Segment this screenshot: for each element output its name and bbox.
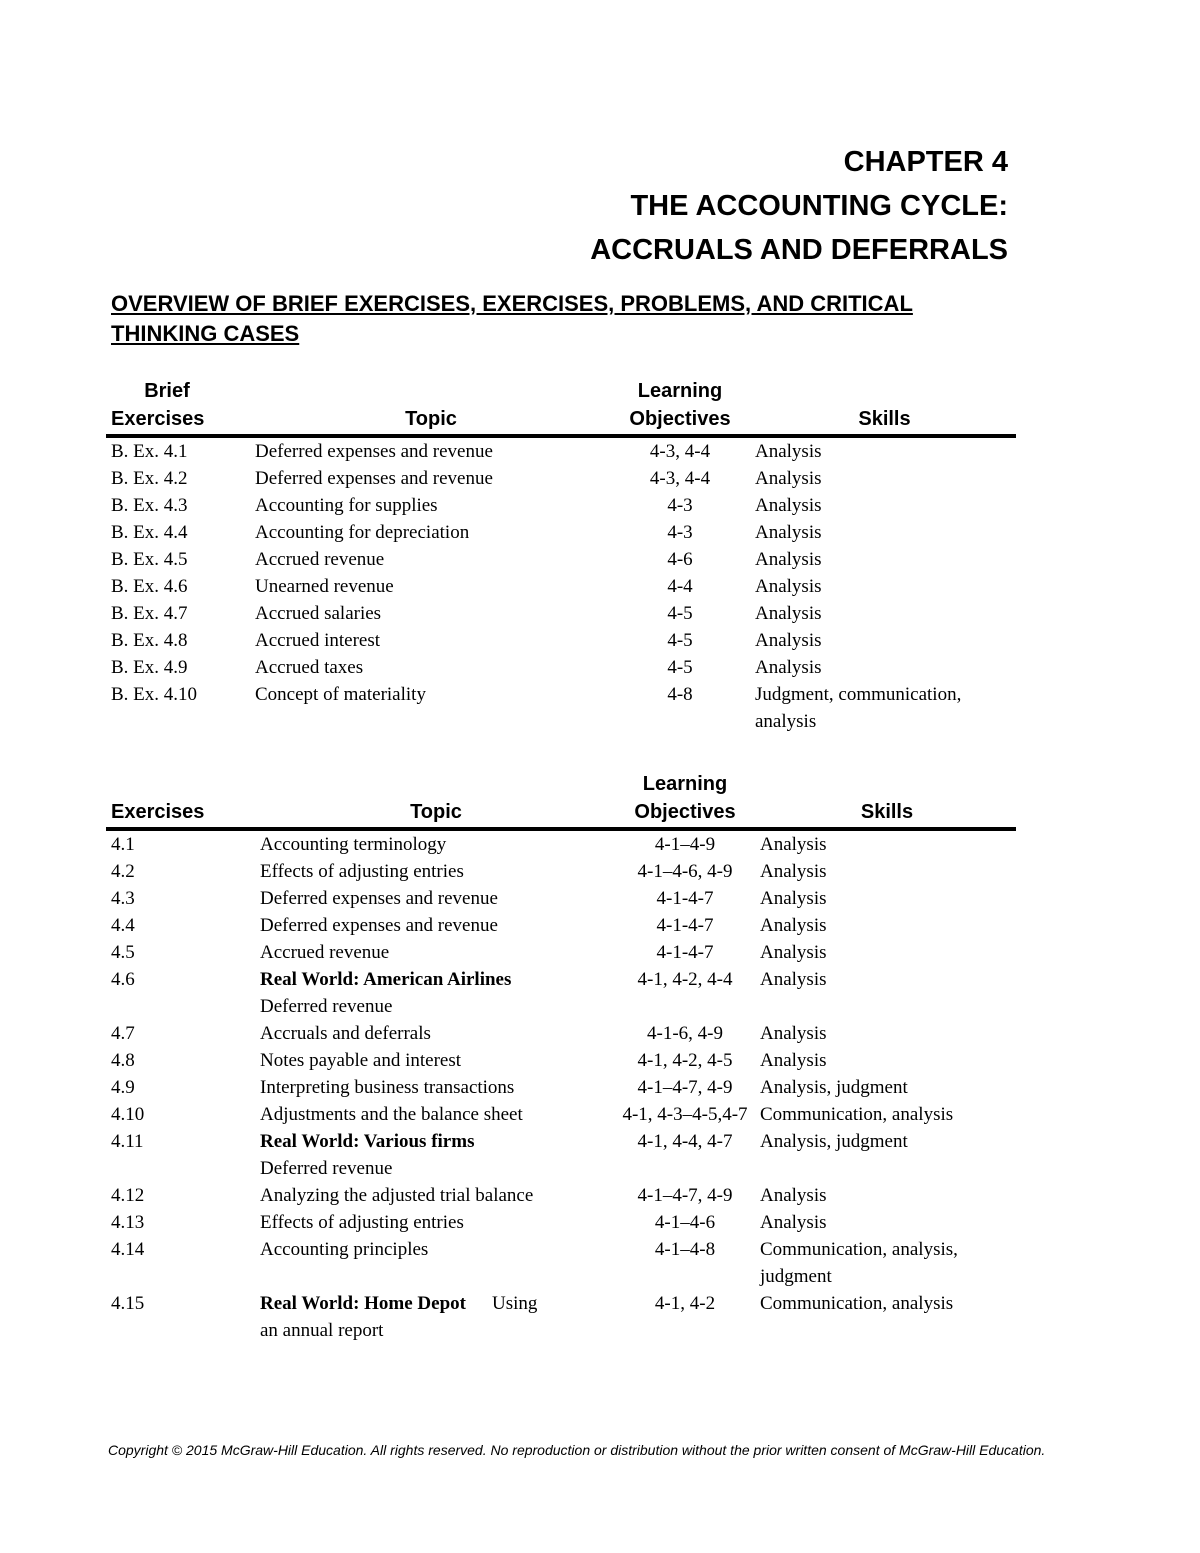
objectives-cell [607,600,753,627]
column-header-exercises [106,377,255,436]
topic-cell [260,1128,612,1182]
table-row [106,1074,1016,1101]
topic-text: Effects of adjusting entries [260,1212,464,1233]
chapter-number: CHAPTER 4 [843,146,1008,178]
topic-text: Interpreting business transactions [260,1077,515,1098]
topic-cell [255,436,607,465]
exercise-id-cell [106,1047,260,1074]
topic-text: Accruals and deferrals [260,1023,431,1044]
exercise-id-cell [106,912,260,939]
table-row [106,966,1016,1020]
table-header-row [106,377,1016,436]
topic-text: Effects of adjusting entries [260,861,464,882]
objectives-text: 4-4 [667,576,693,597]
topic-text: Concept of materiality [255,684,426,705]
skills-text: Analysis [760,861,827,882]
objectives-text: 4-1, 4-4, 4-7 [637,1131,733,1152]
table-row [106,546,1016,573]
topic-text-line2: an annual report [260,1320,384,1341]
exercise-id: 4.3 [111,888,135,909]
exercise-id: B. Ex. 4.9 [111,657,188,678]
table-row [106,939,1016,966]
copyright-footer: Copyright © 2015 McGraw-Hill Education. All rights reserved. No reproduction or distribution without the prior written consent of McGraw-Hill Education. [108,1442,1046,1458]
table-row [106,1101,1016,1128]
table-row [106,436,1016,465]
exercise-id-cell [106,627,255,654]
objectives-text: 4-5 [667,603,693,624]
exercise-id-cell [106,573,255,600]
skills-cell [753,492,1016,519]
objectives-cell [612,939,758,966]
objectives-cell [607,627,753,654]
topic-cell [255,465,607,492]
skills-cell [758,966,1016,1020]
exercise-id: 4.15 [111,1293,145,1314]
header-text: Objectives [634,801,736,823]
table-row [106,1020,1016,1047]
objectives-text: 4-1, 4-2 [654,1293,716,1314]
topic-cell [255,681,607,735]
exercise-id-cell [106,1020,260,1047]
topic-text: Accounting for supplies [255,495,438,516]
objectives-text: 4-1-4-7 [656,942,714,963]
skills-text: Judgment, communication, [755,684,962,705]
table-row [106,1047,1016,1074]
objectives-text: 4-1–4-6 [654,1212,716,1233]
exercise-id: 4.2 [111,861,135,882]
objectives-text-line2: 4-7 [722,1104,748,1125]
topic-cell [260,966,612,1020]
exercise-id: B. Ex. 4.6 [111,576,188,597]
objectives-cell [607,492,753,519]
skills-text: Communication, analysis [760,1104,954,1125]
objectives-cell [607,573,753,600]
overview-heading: OVERVIEW OF BRIEF EXERCISES, EXERCISES, PROBLEMS, AND CRITICAL THINKING CASES [111,291,913,346]
skills-text: Analysis [760,915,827,936]
exercise-id-cell [106,681,255,735]
objectives-text: 4-1-4-7 [656,888,714,909]
table-row [106,1236,1016,1290]
table-row [106,681,1016,735]
exercise-id-cell [106,436,255,465]
chapter-title [590,140,1008,272]
topic-cell [260,1101,612,1128]
topic-text: Deferred expenses and revenue [260,915,498,936]
topic-text-line2: Deferred revenue [260,1158,393,1179]
skills-cell [758,829,1016,858]
topic-cell [260,858,612,885]
table-row [106,1182,1016,1209]
exercise-id: 4.6 [111,969,135,990]
objectives-text: 4-3, 4-4 [649,468,711,489]
skills-text: Analysis [760,888,827,909]
exercise-id: 4.10 [111,1104,145,1125]
topic-text: Accrued taxes [255,657,364,678]
topic-text: Accounting principles [260,1239,429,1260]
exercise-id-cell [106,966,260,1020]
objectives-cell [612,1290,758,1344]
topic-text: Accrued interest [255,630,381,651]
skills-cell [758,1290,1016,1344]
exercise-id: 4.13 [111,1212,145,1233]
topic-cell [260,829,612,858]
table-row [106,1128,1016,1182]
exercise-id-cell [106,1182,260,1209]
skills-cell [758,1074,1016,1101]
header-text: Learning [642,773,728,795]
exercise-id: B. Ex. 4.5 [111,549,188,570]
skills-text: Analysis, judgment [760,1077,908,1098]
exercise-id-cell [106,600,255,627]
objectives-text: 4-1-6, 4-9 [647,1023,723,1044]
objectives-cell [612,1074,758,1101]
exercise-id: 4.7 [111,1023,135,1044]
exercise-id: 4.5 [111,942,135,963]
skills-text: Analysis [755,522,822,543]
skills-text: Analysis, judgment [760,1131,908,1152]
objectives-text: 4-1–4-7, 4-9 [637,1077,733,1098]
objectives-text: 4-1–4-6, 4-9 [637,861,733,882]
exercise-id-cell [106,858,260,885]
skills-text: Communication, analysis, [760,1239,958,1260]
table-row [106,829,1016,858]
skills-cell [758,939,1016,966]
objectives-text: 4-6 [667,549,693,570]
topic-cell [260,939,612,966]
exercise-id: 4.11 [111,1131,144,1152]
objectives-text: 4-3 [667,522,693,543]
exercise-id: 4.4 [111,915,135,936]
objectives-cell [612,912,758,939]
exercise-id-cell [106,1209,260,1236]
table-row [106,465,1016,492]
skills-text: Analysis [755,441,822,462]
objectives-cell [612,1236,758,1290]
skills-text: Analysis [760,942,827,963]
skills-cell [753,573,1016,600]
topic-cell [260,1209,612,1236]
topic-cell [255,627,607,654]
topic-text: Accrued revenue [255,549,385,570]
objectives-text: 4-3 [667,495,693,516]
topic-cell [255,573,607,600]
exercise-id: B. Ex. 4.4 [111,522,188,543]
exercise-id: B. Ex. 4.8 [111,630,188,651]
topic-text: Unearned revenue [255,576,394,597]
header-text: Objectives [629,408,731,430]
skills-cell [753,654,1016,681]
skills-cell [753,465,1016,492]
exercise-id: 4.12 [111,1185,145,1206]
exercise-id: 4.14 [111,1239,145,1260]
skills-cell [753,436,1016,465]
objectives-cell [607,519,753,546]
objectives-text: 4-1–4-9 [654,834,716,855]
topic-text: Accrued revenue [260,942,390,963]
exercise-id-cell [106,885,260,912]
skills-text-line2: judgment [760,1266,832,1287]
skills-text: Analysis [760,1050,827,1071]
topic-text: Deferred expenses and revenue [260,888,498,909]
skills-text: Analysis [760,969,827,990]
objectives-text: 4-1-4-7 [656,915,714,936]
skills-cell [753,519,1016,546]
column-header-topic: Topic [260,770,612,829]
topic-cell [255,600,607,627]
objectives-text: 4-5 [667,657,693,678]
column-header-exercises [106,770,260,829]
exercise-id-cell [106,546,255,573]
topic-text: Deferred expenses and revenue [255,468,493,489]
column-header-skills: Skills [753,377,1016,436]
objectives-text: 4-1–4-8 [654,1239,716,1260]
skills-text: Analysis [760,834,827,855]
column-header-skills: Skills [758,770,1016,829]
exercise-id: B. Ex. 4.10 [111,684,198,705]
objectives-cell [612,1209,758,1236]
skills-text: Communication, analysis [760,1293,954,1314]
topic-cell [260,912,612,939]
objectives-cell [612,829,758,858]
topic-real-world-label: Real World: Various firms [260,1131,475,1152]
column-header-objectives [612,770,758,829]
objectives-text: 4-5 [667,630,693,651]
objectives-text: 4-1, 4-3–4-5, [622,1104,723,1125]
column-header-topic: Topic [255,377,607,436]
table-row [106,519,1016,546]
topic-cell [260,885,612,912]
header-text: Exercises [111,801,205,823]
skills-text: Analysis [755,468,822,489]
header-text: Brief [144,380,190,402]
topic-cell [255,654,607,681]
objectives-text: 4-1, 4-2, 4-5 [637,1050,733,1071]
objectives-cell [607,654,753,681]
topic-text: Analyzing the adjusted trial balance [260,1185,534,1206]
topic-cell [260,1020,612,1047]
objectives-cell [612,1128,758,1182]
skills-text-line2: analysis [755,711,817,732]
objectives-cell [612,1182,758,1209]
objectives-text: 4-8 [667,684,693,705]
skills-cell [758,1020,1016,1047]
exercise-id: 4.8 [111,1050,135,1071]
skills-cell [758,1236,1016,1290]
skills-cell [753,546,1016,573]
objectives-text: 4-1–4-7, 4-9 [637,1185,733,1206]
header-text: Exercises [111,408,205,430]
objectives-cell [612,966,758,1020]
skills-text: Analysis [760,1185,827,1206]
topic-cell [260,1047,612,1074]
skills-cell [753,681,1016,735]
exercise-id-cell [106,465,255,492]
topic-cell [260,1182,612,1209]
skills-text: Analysis [755,603,822,624]
skills-text: Analysis [760,1212,827,1233]
objectives-cell [612,885,758,912]
topic-text: Accounting terminology [260,834,447,855]
table-row [106,1209,1016,1236]
topic-real-world-label: Real World: American Airlines [260,969,512,990]
objectives-cell [607,436,753,465]
objectives-cell [607,465,753,492]
exercise-id-cell [106,939,260,966]
exercise-id-cell [106,1236,260,1290]
skills-cell [758,1209,1016,1236]
topic-text: Accounting for depreciation [255,522,470,543]
skills-text: Analysis [755,576,822,597]
table-header-row [106,770,1016,829]
skills-text: Analysis [755,495,822,516]
exercises-table [106,770,1016,1344]
chapter-title-line: THE ACCOUNTING CYCLE: [630,190,1008,222]
topic-cell [255,519,607,546]
skills-text: Analysis [755,549,822,570]
exercise-id: B. Ex. 4.2 [111,468,188,489]
skills-cell [758,1047,1016,1074]
topic-text: Accrued salaries [255,603,382,624]
topic-real-world-label: Real World: Home Depot [260,1293,466,1314]
exercise-id-cell [106,829,260,858]
skills-text: Analysis [755,657,822,678]
header-text: Learning [637,380,723,402]
exercise-id: 4.1 [111,834,135,855]
skills-cell [753,600,1016,627]
exercise-id: B. Ex. 4.7 [111,603,188,624]
objectives-cell [612,1047,758,1074]
topic-cell [260,1074,612,1101]
exercise-id: B. Ex. 4.3 [111,495,188,516]
skills-cell [758,1182,1016,1209]
table-row [106,1290,1016,1344]
table-row [106,600,1016,627]
objectives-cell [607,546,753,573]
exercise-id-cell [106,1101,260,1128]
topic-cell [260,1290,612,1344]
table-row [106,858,1016,885]
skills-cell [753,627,1016,654]
column-header-objectives [607,377,753,436]
exercise-id: 4.9 [111,1077,135,1098]
table-row [106,885,1016,912]
skills-cell [758,1128,1016,1182]
brief-exercises-table [106,377,1016,735]
topic-cell [260,1236,612,1290]
exercise-id-cell [106,519,255,546]
exercise-id-cell [106,1128,260,1182]
objectives-cell [612,858,758,885]
exercise-id-cell [106,1074,260,1101]
table-row [106,573,1016,600]
skills-text: Analysis [760,1023,827,1044]
table-row [106,654,1016,681]
objectives-text: 4-1, 4-2, 4-4 [637,969,733,990]
skills-cell [758,885,1016,912]
skills-cell [758,858,1016,885]
exercise-id-cell [106,492,255,519]
objectives-cell [612,1020,758,1047]
table-row [106,912,1016,939]
skills-cell [758,912,1016,939]
topic-cell [255,492,607,519]
topic-cell [255,546,607,573]
exercise-id: B. Ex. 4.1 [111,441,188,462]
skills-text: Analysis [755,630,822,651]
skills-cell [758,1101,1016,1128]
exercise-id-cell [106,1290,260,1344]
topic-text-line2: Deferred revenue [260,996,393,1017]
topic-text: Deferred expenses and revenue [255,441,493,462]
chapter-subtitle-line: ACCRUALS AND DEFERRALS [590,234,1008,266]
topic-text: Using [492,1293,538,1314]
exercise-id-cell [106,654,255,681]
topic-text: Adjustments and the balance sheet [260,1104,523,1125]
table-row [106,492,1016,519]
topic-text: Notes payable and interest [260,1050,462,1071]
objectives-cell [607,681,753,735]
objectives-cell [612,1101,758,1128]
objectives-text: 4-3, 4-4 [649,441,711,462]
table-row [106,627,1016,654]
